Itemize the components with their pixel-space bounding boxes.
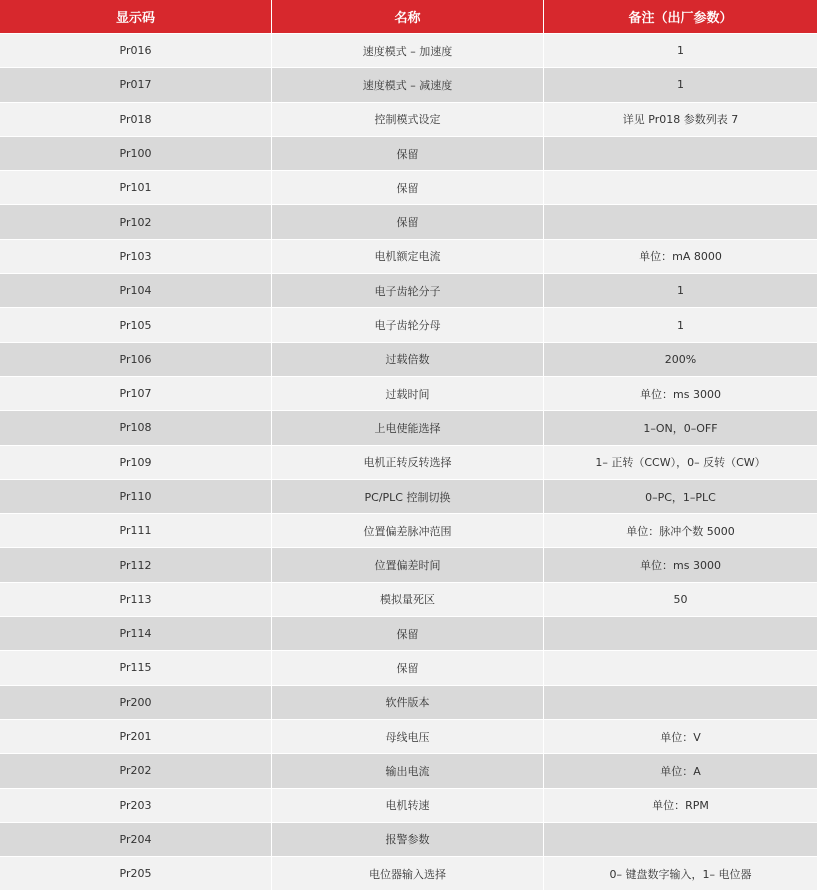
cell-display-code: Pr102 — [0, 205, 272, 238]
table-row — [0, 720, 817, 754]
cell-name: 电机正转反转选择 — [272, 446, 544, 479]
cell-name: 保留 — [272, 617, 544, 650]
cell-remark — [544, 171, 817, 204]
cell-display-code: Pr202 — [0, 754, 272, 787]
cell-remark: 0–PC，1–PLC — [645, 490, 716, 504]
cell-display-code: Pr100 — [0, 137, 272, 170]
table-row — [0, 686, 817, 720]
cell-display-code: Pr200 — [0, 686, 272, 719]
cell-name: 速度模式 – 加速度 — [272, 34, 544, 67]
cell-name: 电机额定电流 — [272, 240, 544, 273]
table-row — [0, 34, 817, 68]
table-row — [0, 137, 817, 171]
cell-remark: 1 — [677, 284, 684, 298]
header-remark: 备注（出厂参数） — [628, 11, 733, 26]
cell-name: 输出电流 — [272, 754, 544, 787]
cell-display-code: Pr108 — [0, 411, 272, 444]
cell-remark — [544, 205, 817, 238]
table-row — [0, 240, 817, 274]
cell-name: 上电使能选择 — [272, 411, 544, 444]
cell-display-code: Pr113 — [0, 583, 272, 616]
table-row — [0, 274, 817, 308]
cell-name: 软件版本 — [272, 686, 544, 719]
cell-name: 报警参数 — [272, 823, 544, 856]
cell-remark: 50 — [673, 592, 688, 606]
cell-display-code: Pr112 — [0, 548, 272, 581]
table-row — [0, 171, 817, 205]
table-row — [0, 343, 817, 377]
cell-remark: 单位：A — [660, 764, 701, 778]
cell-name: 控制模式设定 — [272, 103, 544, 136]
cell-name: 速度模式 – 减速度 — [272, 68, 544, 101]
table-row — [0, 205, 817, 239]
cell-remark: 单位：ms 3000 — [640, 559, 721, 573]
cell-name: 位置偏差脉冲范围 — [272, 514, 544, 547]
table-row — [0, 103, 817, 137]
cell-remark: 详见 Pr018 参数列表 7 — [622, 113, 739, 127]
cell-name: 电子齿轮分子 — [272, 274, 544, 307]
cell-display-code: Pr111 — [0, 514, 272, 547]
cell-remark: 1–ON，0–OFF — [643, 421, 718, 435]
table-row — [0, 651, 817, 685]
cell-display-code: Pr018 — [0, 103, 272, 136]
table-row — [0, 857, 817, 891]
cell-display-code: Pr114 — [0, 617, 272, 650]
table-row — [0, 446, 817, 480]
table-row — [0, 308, 817, 342]
table-row — [0, 68, 817, 102]
cell-remark — [544, 823, 817, 856]
cell-remark: 单位：RPM — [652, 799, 709, 813]
cell-remark: 0– 键盘数字输入，1– 电位器 — [609, 867, 752, 881]
cell-remark: 单位：V — [660, 730, 701, 744]
cell-name: 电机转速 — [272, 789, 544, 822]
cell-remark — [544, 651, 817, 684]
cell-display-code: Pr104 — [0, 274, 272, 307]
cell-display-code: Pr203 — [0, 789, 272, 822]
cell-name: 模拟量死区 — [272, 583, 544, 616]
table-row — [0, 480, 817, 514]
cell-display-code: Pr107 — [0, 377, 272, 410]
cell-display-code: Pr204 — [0, 823, 272, 856]
cell-remark: 200% — [664, 352, 697, 366]
cell-display-code: Pr016 — [0, 34, 272, 67]
cell-display-code: Pr106 — [0, 343, 272, 376]
table-body — [0, 34, 817, 891]
table-row — [0, 377, 817, 411]
header-name: 名称 — [272, 0, 544, 33]
table-row — [0, 548, 817, 582]
table-row — [0, 823, 817, 857]
cell-name: 过载时间 — [272, 377, 544, 410]
table-row — [0, 583, 817, 617]
cell-display-code: Pr017 — [0, 68, 272, 101]
cell-display-code: Pr103 — [0, 240, 272, 273]
cell-remark: 单位：脉冲个数 5000 — [626, 524, 735, 538]
cell-display-code: Pr110 — [0, 480, 272, 513]
cell-display-code: Pr109 — [0, 446, 272, 479]
cell-display-code: Pr201 — [0, 720, 272, 753]
cell-remark: 单位：ms 3000 — [640, 387, 721, 401]
cell-name: 保留 — [272, 205, 544, 238]
cell-name: 保留 — [272, 137, 544, 170]
cell-remark: 1 — [677, 78, 684, 92]
cell-remark — [544, 617, 817, 650]
cell-remark — [544, 137, 817, 170]
cell-name: 过载倍数 — [272, 343, 544, 376]
table-row — [0, 617, 817, 651]
table-row — [0, 514, 817, 548]
cell-remark — [544, 686, 817, 719]
cell-display-code: Pr205 — [0, 857, 272, 890]
cell-name: 保留 — [272, 651, 544, 684]
cell-name: 母线电压 — [272, 720, 544, 753]
table-row — [0, 411, 817, 445]
cell-remark: 1– 正转（CCW），0– 反转（CW） — [595, 456, 766, 470]
cell-name: 保留 — [272, 171, 544, 204]
cell-remark: 1 — [677, 44, 684, 58]
cell-remark: 1 — [677, 318, 684, 332]
cell-name: 电位器输入选择 — [272, 857, 544, 890]
cell-display-code: Pr101 — [0, 171, 272, 204]
cell-remark: 单位：mA 8000 — [639, 250, 722, 264]
table-row — [0, 789, 817, 823]
cell-name: 位置偏差时间 — [272, 548, 544, 581]
table-row — [0, 754, 817, 788]
cell-name: PC/PLC 控制切换 — [272, 480, 544, 513]
cell-display-code: Pr105 — [0, 308, 272, 341]
header-display-code: 显示码 — [0, 0, 272, 33]
cell-display-code: Pr115 — [0, 651, 272, 684]
table-header — [0, 0, 817, 34]
cell-name: 电子齿轮分母 — [272, 308, 544, 341]
